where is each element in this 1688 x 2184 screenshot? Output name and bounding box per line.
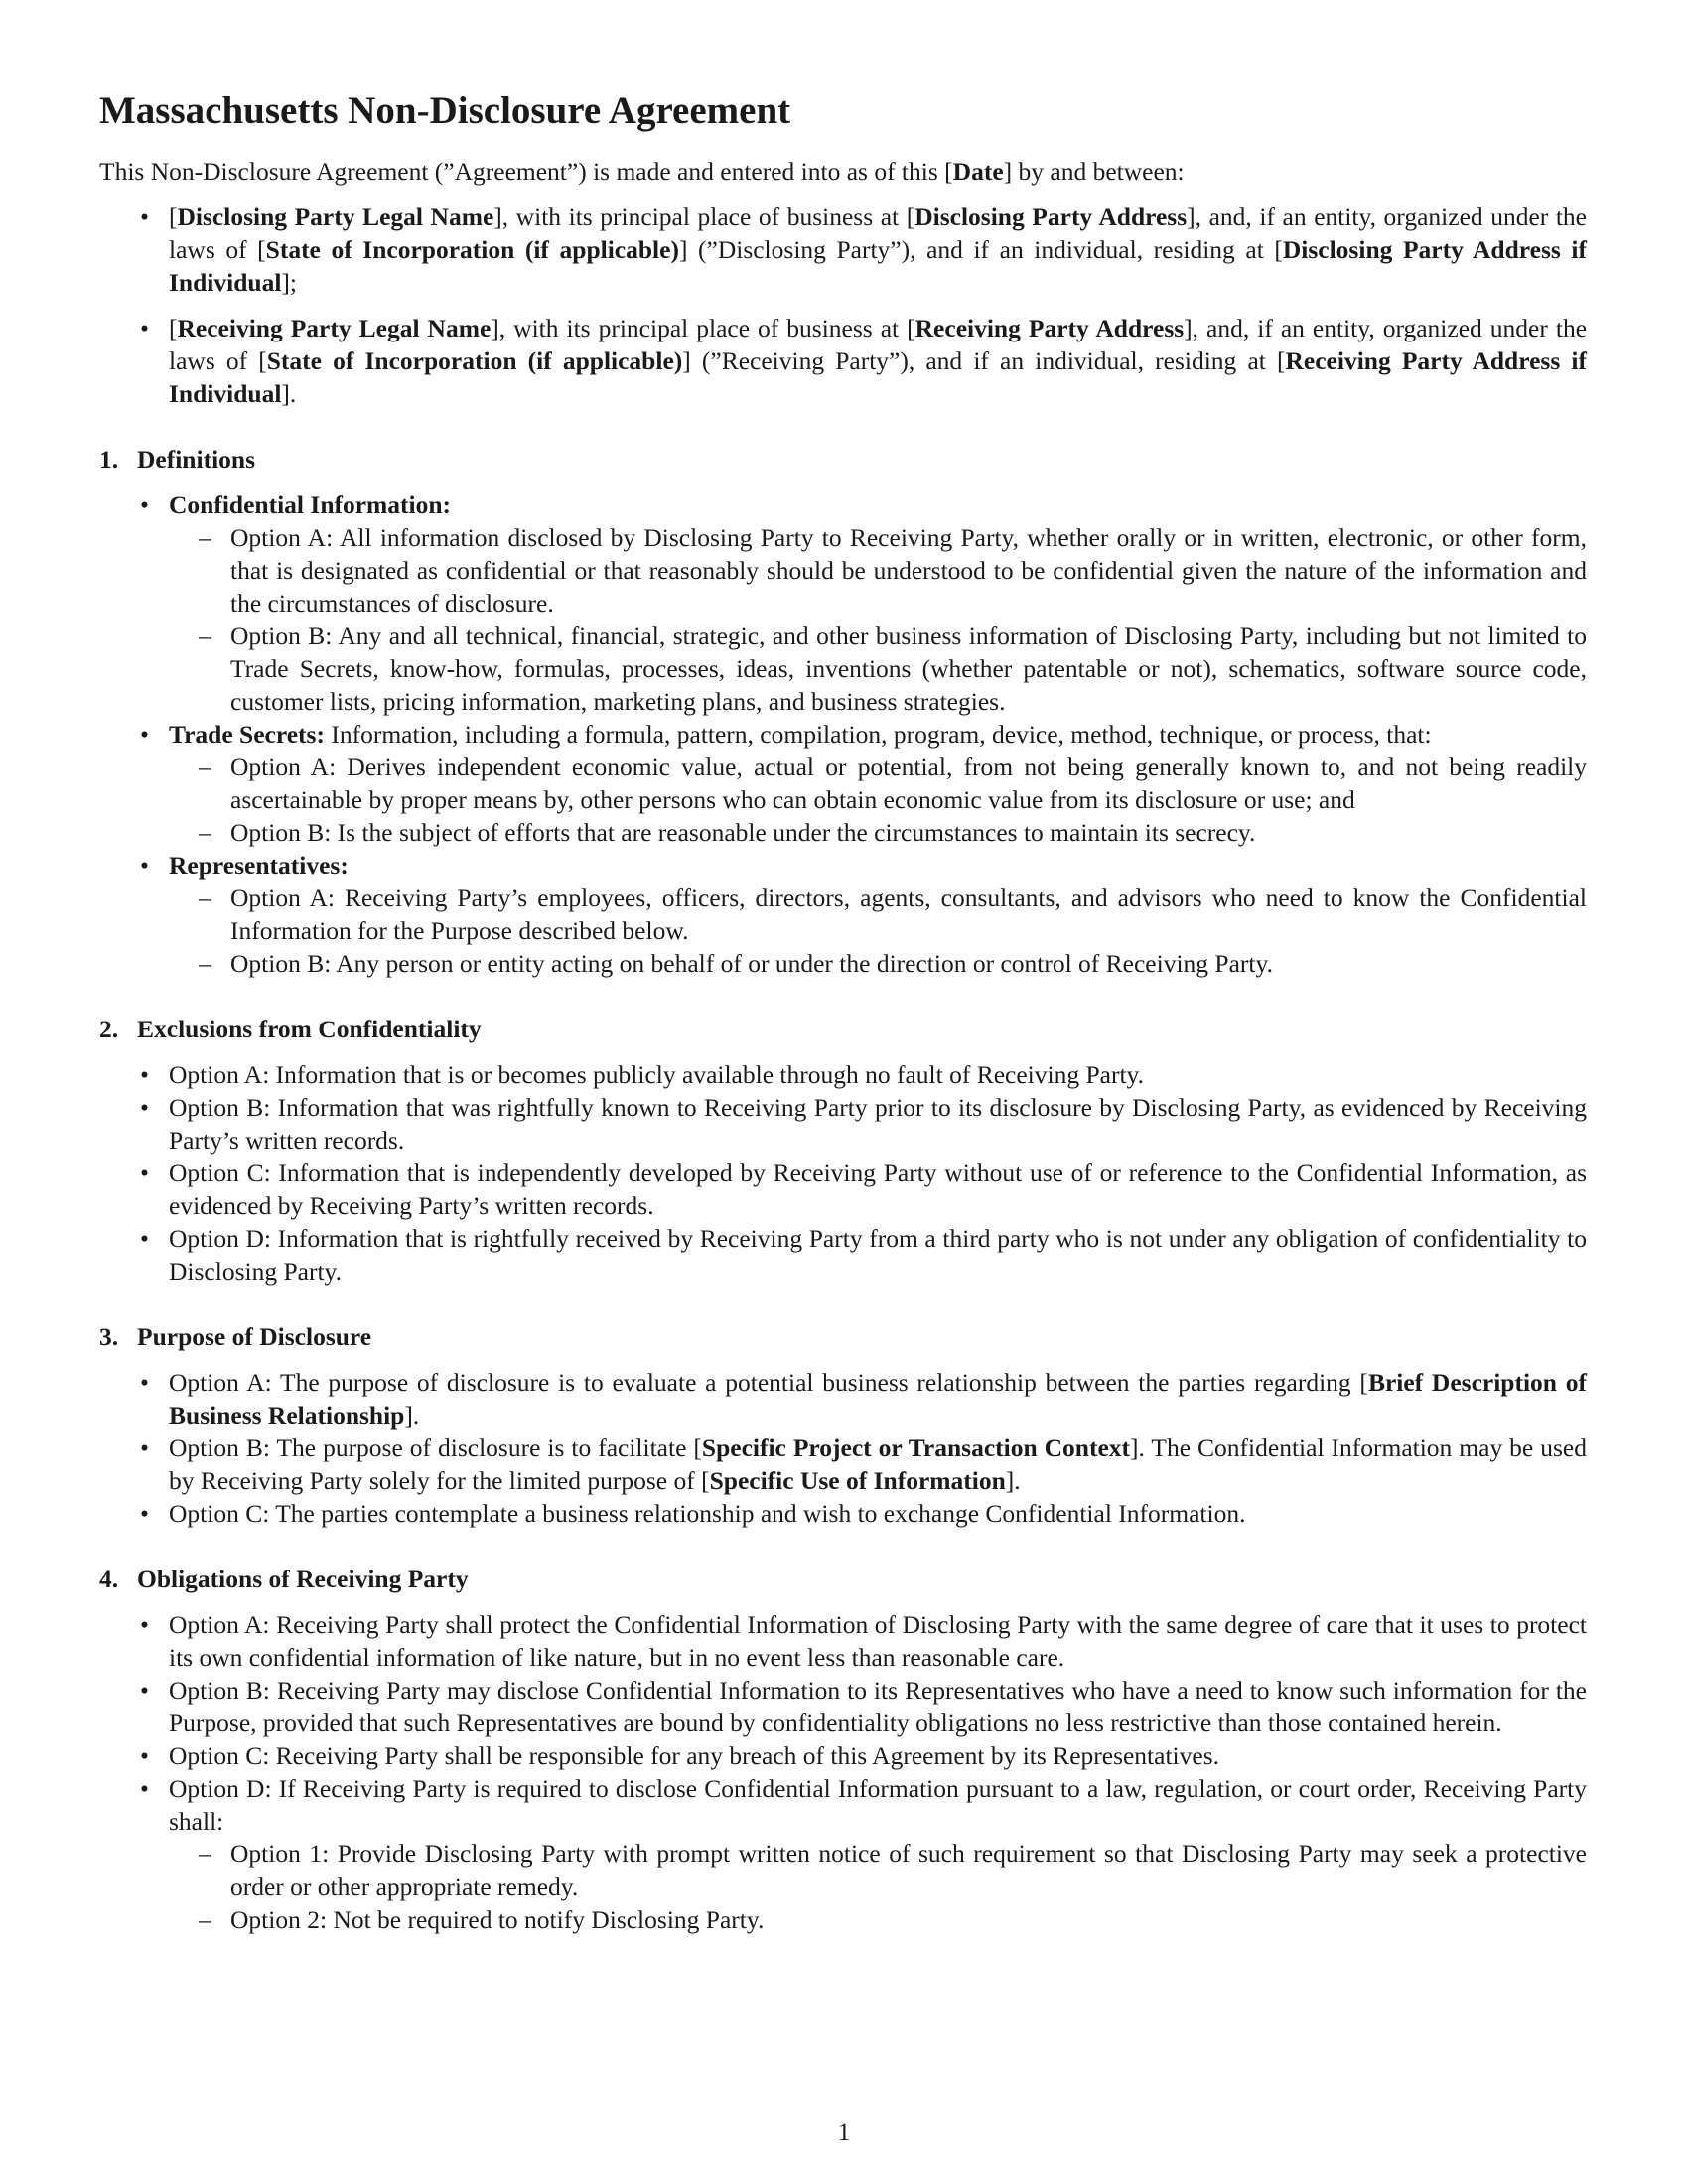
sub-list-item: – Option B: Any person or entity acting on behalf of or under the direction or control of Receiving Party.	[169, 947, 1587, 980]
sub-list-item: – Option A: Derives independent economic value, actual or potential, from not being generally known to, and not being readily ascertainable by proper means by, other persons who can obtain economic value from its disclosure or use; and	[169, 751, 1587, 816]
definitions-list	[99, 488, 1587, 980]
list-item: • Option A: The purpose of disclosure is to evaluate a potential business relationship between the parties regarding [Brief Description of Business Relationship].	[99, 1366, 1587, 1432]
list-item: • Trade Secrets: Information, including a formula, pattern, compilation, program, device, method, technique, or process, that: – Option A: Derives independent economic value, actual or potential, from not being generally known to, and not being readily ascertainable by proper means by, other persons who can obtain economic value from its disclosure or use; and – Option B: Is the subject of efforts that are reasonable under the circumstances to maintain its secrecy.	[99, 718, 1587, 849]
list-item: • Option B: Information that was rightfully known to Receiving Party prior to its disclosure by Disclosing Party, as evidenced by Receiving Party’s written records.	[99, 1091, 1587, 1157]
list-item: • [Receiving Party Legal Name], with its principal place of business at [Receiving Party Address], and, if an entity, organized under the laws of [State of Incorporation (if applicable)] (”Receiving Party”), and if an individual, residing at [Receiving Party Address if Individual].	[99, 312, 1587, 410]
sub-list-item: – Option B: Any and all technical, financial, strategic, and other business information of Disclosing Party, including but not limited to Trade Secrets, know-how, formulas, processes, ideas, inventions (whether patentable or not), schematics, software source code, customer lists, pricing information, marketing plans, and business strategies.	[169, 619, 1587, 718]
obligations-list	[99, 1608, 1587, 1936]
list-item: • Option C: Information that is independently developed by Receiving Party without use of or reference to the Confidential Information, as evidenced by Receiving Party’s written records.	[99, 1157, 1587, 1222]
list-item: • Option B: The purpose of disclosure is to facilitate [Specific Project or Transaction Context]. The Confidential Information may be used by Receiving Party solely for the limited purpose of [Specific Use of Information].	[99, 1432, 1587, 1497]
section-heading-exclusions: 2. Exclusions from Confidentiality	[99, 1015, 482, 1043]
date-placeholder: Date	[952, 157, 1004, 186]
list-item: • Option A: Information that is or becomes publicly available through no fault of Receiving Party.	[99, 1058, 1587, 1091]
sub-list-item: – Option 1: Provide Disclosing Party with prompt written notice of such requirement so that Disclosing Party may seek a protective order or other appropriate remedy.	[169, 1838, 1587, 1903]
intro-paragraph: This Non-Disclosure Agreement (”Agreement”) is made and entered into as of this [Date] by and between:	[99, 157, 1185, 186]
exclusions-list	[99, 1058, 1587, 1288]
sub-list-item: – Option B: Is the subject of efforts that are reasonable under the circumstances to maintain its secrecy.	[169, 816, 1587, 849]
section-heading-obligations: 4. Obligations of Receiving Party	[99, 1565, 469, 1593]
page-number: 1	[837, 2117, 851, 2146]
list-item: • Option B: Receiving Party may disclose Confidential Information to its Representatives who have a need to know such information for the Purpose, provided that such Representatives are bound by confidentiality obligations no less restrictive than those contained herein.	[99, 1674, 1587, 1739]
list-item: • Representatives: – Option A: Receiving Party’s employees, officers, directors, agents, consultants, and advisors who need to know the Confidential Information for the Purpose described below. – Option B: Any person or entity acting on behalf of or under the direction or control of Receiving Party.	[99, 849, 1587, 980]
sub-list-item: – Option A: Receiving Party’s employees, officers, directors, agents, consultants, and advisors who need to know the Confidential Information for the Purpose described below.	[169, 882, 1587, 947]
list-item: • Confidential Information: – Option A: All information disclosed by Disclosing Party to Receiving Party, whether orally or in written, electronic, or other form, that is designated as confidential or that reasonably should be understood to be confidential given the nature of the information and the circumstances of disclosure. – Option B: Any and all technical, financial, strategic, and other business information of Disclosing Party, including but not limited to Trade Secrets, know-how, formulas, processes, ideas, inventions (whether patentable or not), schematics, software source code, customer lists, pricing information, marketing plans, and business strategies.	[99, 488, 1587, 718]
section-heading-definitions: 1. Definitions	[99, 445, 256, 474]
sub-list-item: – Option 2: Not be required to notify Disclosing Party.	[169, 1903, 1587, 1936]
list-item: • [Disclosing Party Legal Name], with its principal place of business at [Disclosing Party Address], and, if an entity, organized under the laws of [State of Incorporation (if applicable)] (”Disclosing Party”), and if an individual, residing at [Disclosing Party Address if Individual];	[99, 201, 1587, 299]
list-item: • Option D: Information that is rightfully received by Receiving Party from a third party who is not under any obligation of confidentiality to Disclosing Party.	[99, 1222, 1587, 1288]
purpose-list	[99, 1366, 1587, 1530]
list-item: • Option C: The parties contemplate a business relationship and wish to exchange Confidential Information.	[99, 1497, 1587, 1530]
list-item: • Option C: Receiving Party shall be responsible for any breach of this Agreement by its Representatives.	[99, 1739, 1587, 1772]
parties-list	[99, 201, 1587, 410]
document-title: Massachusetts Non-Disclosure Agreement	[99, 89, 791, 132]
list-item: • Option A: Receiving Party shall protect the Confidential Information of Disclosing Party with the same degree of care that it uses to protect its own confidential information of like nature, but in no event less than reasonable care.	[99, 1608, 1587, 1674]
sub-list-item: – Option A: All information disclosed by Disclosing Party to Receiving Party, whether orally or in written, electronic, or other form, that is designated as confidential or that reasonably should be understood to be confidential given the nature of the information and the circumstances of disclosure.	[169, 521, 1587, 619]
section-heading-purpose: 3. Purpose of Disclosure	[99, 1322, 372, 1351]
list-item: • Option D: If Receiving Party is required to disclose Confidential Information pursuant to a law, regulation, or court order, Receiving Party shall: – Option 1: Provide Disclosing Party with prompt written notice of such requirement so that Disclosing Party may seek a protective order or other appropriate remedy. – Option 2: Not be required to notify Disclosing Party.	[99, 1772, 1587, 1936]
document-page	[99, 85, 1587, 1936]
